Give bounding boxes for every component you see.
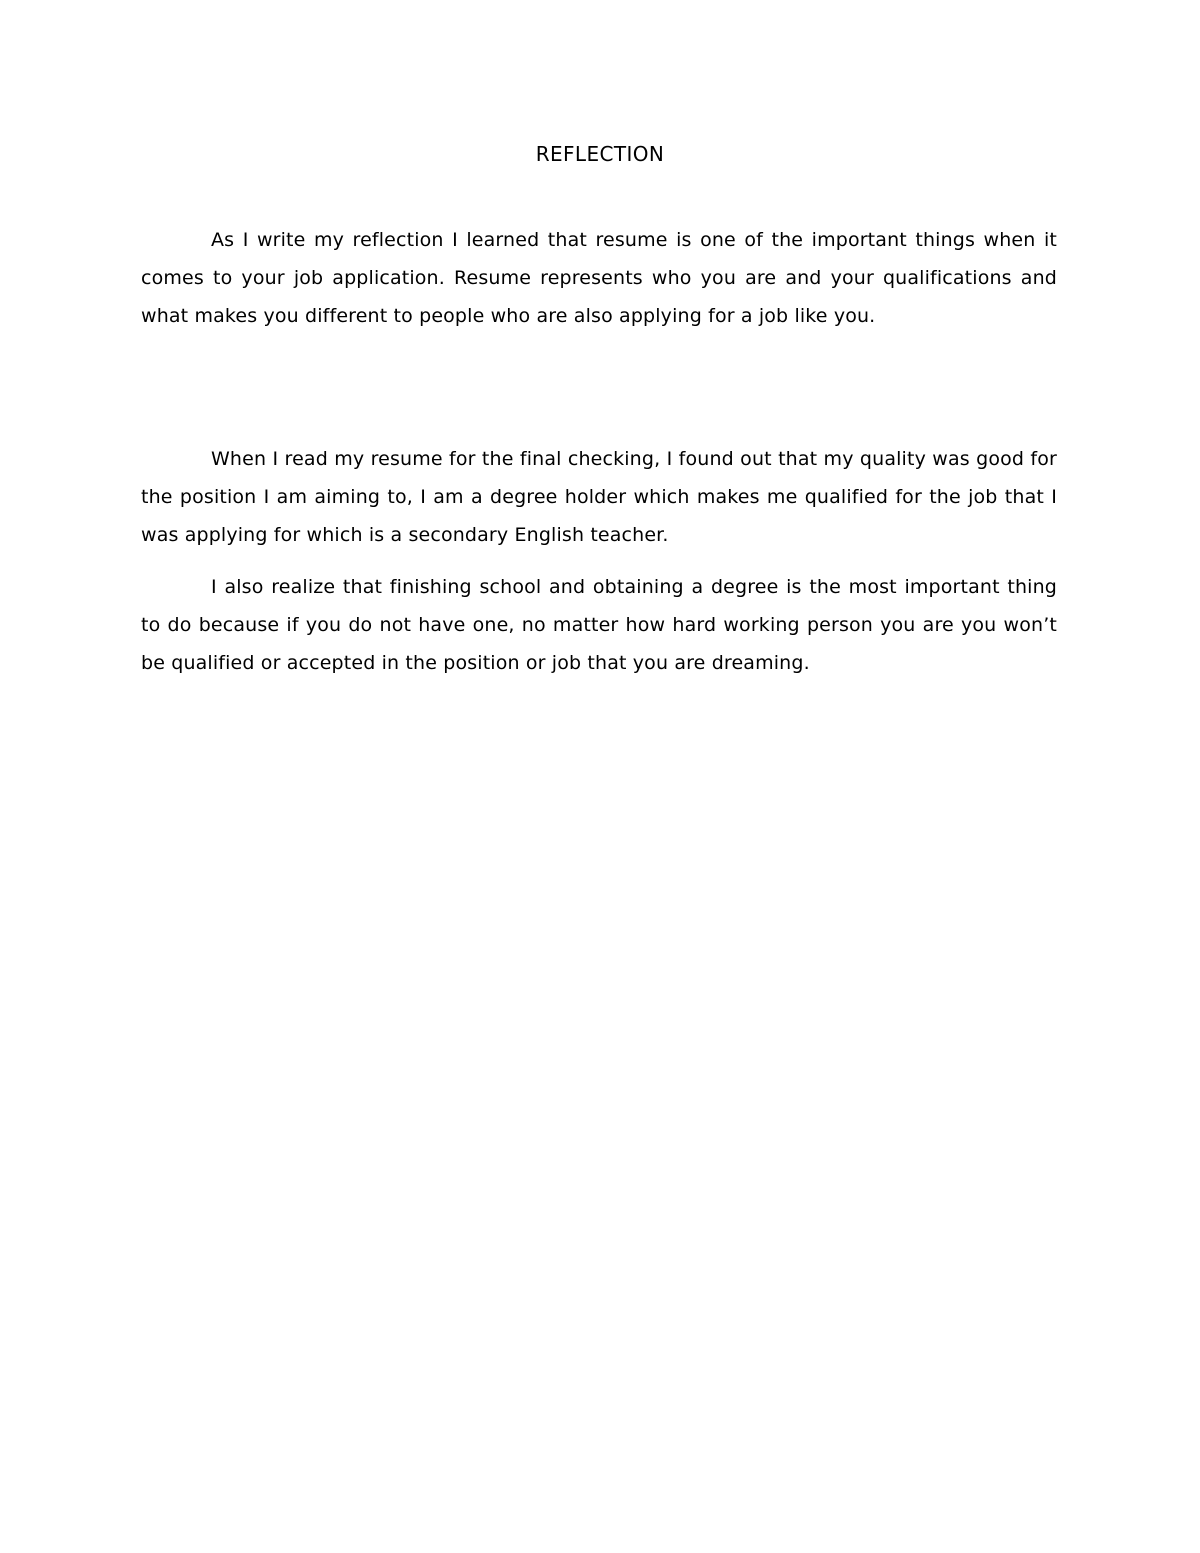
paragraph-2: When I read my resume for the final checking, I found out that my quality was good for the position I am aiming to, I am a degree holder which makes me qualified for the job that I was applying for which is a secondary English teacher. (141, 448, 1057, 546)
page-title: REFLECTION (535, 142, 665, 166)
paragraph-3: I also realize that finishing school and obtaining a degree is the most important thing to do because if you do not have one, no matter how hard working person you are you won’t be qualified or accepted in the position or job that you are dreaming. (141, 576, 1057, 674)
paragraph-1: As I write my reflection I learned that resume is one of the important things when it comes to your job application. Resume represents who you are and your qualifications and what makes you different to people who are also applying for a job like you. (141, 229, 1057, 327)
